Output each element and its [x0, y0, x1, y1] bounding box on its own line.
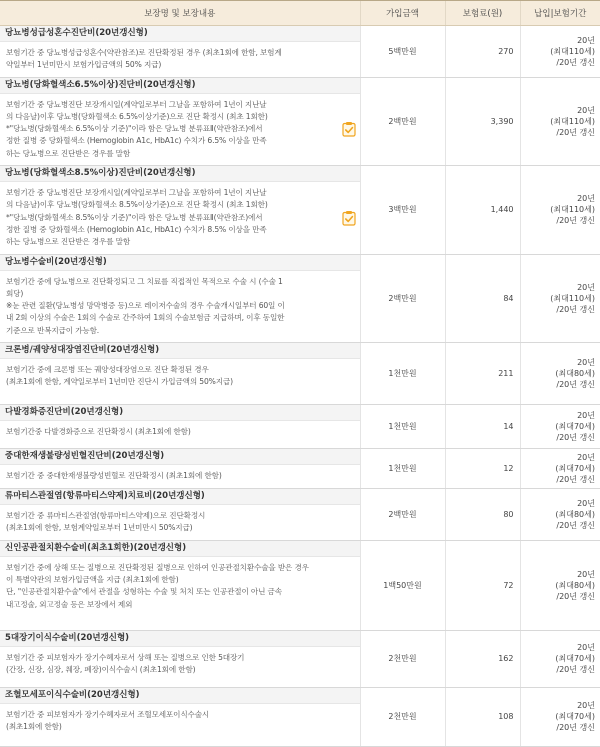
period-line: /20년 갱신	[556, 723, 595, 733]
description-line: 보험기간 중에 당뇨병으로 진단확정되고 그 치료를 직접적인 목적으로 수술 시 (수술 1	[6, 276, 283, 286]
period-line: /20년 갱신	[556, 216, 595, 226]
coverage-description	[0, 94, 360, 165]
description-line: (최초1회에 한함)	[6, 721, 62, 731]
coverage-title: 크론병/궤양성대장염진단비(20년갱신형)	[0, 343, 360, 359]
coverage-title: 당뇨병(당화혈색소6.5%이상)진단비(20년갱신형)	[0, 78, 360, 94]
period-line: (최대80세)	[555, 580, 595, 590]
coverage-title: 당뇨병(당화혈색소8.5%이상)진단비(20년갱신형)	[0, 166, 360, 182]
coverage-premium: 270	[445, 26, 520, 78]
coverage-premium: 108	[445, 687, 520, 746]
table-row	[0, 254, 600, 342]
period-line: /20년 갱신	[556, 433, 595, 443]
description-line: 보험기간 중 당뇨병성급성혼수(약관참조)로 진단확정된 경우 (최초1회에 한함, 보험계	[6, 48, 282, 57]
period-line: /20년 갱신	[556, 665, 595, 675]
coverage-title: 다발경화증진단비(20년갱신형)	[0, 405, 360, 421]
period-line: /20년 갱신	[556, 520, 595, 530]
period-line: (최대110세)	[550, 46, 595, 56]
description-line: 보험기간 중 당뇨병진단 보장개시일(계약일로부터 그날을 포함하여 1년이 지난날	[6, 99, 267, 109]
period-line: (최대110세)	[550, 205, 595, 215]
coverage-description	[0, 647, 360, 682]
description-line: 회당)	[6, 288, 24, 298]
coverage-amount: 2백만원	[360, 77, 445, 165]
coverage-cell	[0, 449, 360, 489]
coverage-cell	[0, 630, 360, 687]
coverage-amount: 3백만원	[360, 166, 445, 254]
table-row	[0, 489, 600, 541]
coverage-description	[0, 359, 360, 394]
description-line: 보험기간 중 당뇨병진단 보장개시일(계약일로부터 그날을 포함하여 1년이 지난날	[6, 188, 267, 198]
description-line: 기준으로 반복지급이 가능함.	[6, 325, 100, 335]
coverage-premium: 1,440	[445, 166, 520, 254]
description-line: (최초1회에 한함, 계약일로부터 1년미만 진단시 가입금액의 50%지급)	[6, 377, 233, 387]
period-line: /20년 갱신	[556, 380, 595, 390]
coverage-cell	[0, 166, 360, 254]
period-line: 20년	[577, 282, 595, 292]
description-line: 내고정술, 외고정술 등은 보장에서 제외	[6, 599, 133, 609]
period-line: (최대110세)	[550, 116, 595, 126]
description-line: (최초1회에 한함, 보험계약일로부터 1년미만시 50%지급)	[6, 523, 193, 533]
table-header	[0, 1, 600, 26]
description-line: 의 다음날)이후 당뇨병(당화혈색소 6.5%이상기준)으로 진단 확정시 (최초 1회한)	[6, 111, 268, 121]
coverage-premium: 3,390	[445, 77, 520, 165]
description-line: 단, "인공관절치환수술"에서 관절을 성형하는 수술 및 처치 또는 인공관절이 아닌 금속	[6, 587, 282, 597]
coverage-period	[520, 540, 600, 630]
table-row	[0, 687, 600, 746]
period-line: (최대80세)	[555, 509, 595, 519]
period-line: (최대80세)	[555, 369, 595, 379]
period-line: /20년 갱신	[556, 591, 595, 601]
coverage-period	[520, 449, 600, 489]
period-line: 20년	[577, 569, 595, 579]
period-line: 20년	[577, 35, 595, 45]
coverage-period	[520, 687, 600, 746]
description-line: 의 다음날)이후 당뇨병(당화혈색소 8.5%이상기준)으로 진단 확정시 (최초 1회한)	[6, 200, 268, 210]
table-row	[0, 449, 600, 489]
coverage-description	[0, 505, 360, 540]
period-line: 20년	[577, 194, 595, 204]
period-line: 20년	[577, 701, 595, 711]
period-line: 20년	[577, 358, 595, 368]
header-coverage: 보장명 및 보장내용	[0, 1, 360, 26]
period-line: 20년	[577, 105, 595, 115]
table-row	[0, 26, 600, 78]
table-row	[0, 540, 600, 630]
coverage-period	[520, 166, 600, 254]
period-line: (최대70세)	[555, 422, 595, 432]
period-line: (최대70세)	[555, 654, 595, 664]
coverage-description	[0, 557, 360, 616]
period-line: 20년	[577, 643, 595, 653]
coverage-cell	[0, 343, 360, 405]
coverage-premium: 14	[445, 405, 520, 449]
coverage-description	[0, 465, 360, 487]
coverage-cell	[0, 540, 360, 630]
description-line: 보험기간 중 피보험자가 장기수혜자로서 조혈모세포이식수술시	[6, 709, 210, 719]
period-line: /20년 갱신	[556, 127, 595, 137]
coverage-period	[520, 254, 600, 342]
description-line: 약일부터 1년미만시 보험가입금액의 50% 지급)	[6, 60, 162, 70]
coverage-amount: 1천만원	[360, 343, 445, 405]
description-line: *"당뇨병(당화혈색소 8.5%이상 기준)"이라 함은 당뇨병 분류표Ⅱ(약관참조)에서	[6, 212, 263, 222]
coverage-description	[0, 271, 360, 342]
coverage-description	[0, 42, 360, 77]
note-check-icon[interactable]	[342, 210, 356, 230]
table-row	[0, 77, 600, 165]
table-row	[0, 166, 600, 254]
coverage-amount: 2백만원	[360, 489, 445, 541]
coverage-cell	[0, 254, 360, 342]
coverage-title: 당뇨병수술비(20년갱신형)	[0, 255, 360, 271]
coverage-cell	[0, 687, 360, 746]
coverage-title: 조혈모세포이식수술비(20년갱신형)	[0, 688, 360, 704]
description-line: 정한 질병 중 당화혈색소 (Hemoglobin A1c, HbA1c) 수치가 8.5% 이상을 만족	[6, 224, 267, 234]
header-period: 납입|보험기간	[520, 1, 600, 26]
coverage-cell	[0, 489, 360, 541]
description-line: 보험기간 중에 크론병 또는 궤양성대장염으로 진단 확정된 경우	[6, 365, 209, 375]
table-row	[0, 405, 600, 449]
description-line: 이 특별약관의 보험가입금액을 지급 (최초1회에 한함)	[6, 574, 179, 584]
description-line: 보험기간중 다발경화증으로 진단확정시 (최초1회에 한함)	[6, 427, 191, 437]
coverage-premium: 211	[445, 343, 520, 405]
header-amount: 가입금액	[360, 1, 445, 26]
description-line: (간장, 신장, 심장, 췌장, 폐장)이식수술시 (최초1회에 한함)	[6, 664, 196, 674]
period-line: 20년	[577, 453, 595, 463]
period-line: 20년	[577, 411, 595, 421]
coverage-amount: 2천만원	[360, 630, 445, 687]
period-line: /20년 갱신	[556, 304, 595, 314]
coverage-description	[0, 704, 360, 739]
header-premium: 보험료(원)	[445, 1, 520, 26]
description-line: 하는 당뇨병으로 진단받은 경우를 말함	[6, 237, 131, 247]
coverage-description	[0, 421, 360, 443]
coverage-period	[520, 489, 600, 541]
coverage-period	[520, 26, 600, 78]
coverage-premium: 162	[445, 630, 520, 687]
description-line: 보험기간 중에 상해 또는 질병으로 진단확정된 질병으로 인하여 인공관절치환수술을 받은 경우	[6, 562, 309, 572]
period-line: (최대70세)	[555, 712, 595, 722]
description-line: 하는 당뇨병으로 진단받은 경우를 말함	[6, 148, 131, 158]
coverage-title: 중대한재생불량성빈혈진단비(20년갱신형)	[0, 449, 360, 465]
coverage-period	[520, 343, 600, 405]
coverage-amount: 5백만원	[360, 26, 445, 78]
description-line: 보험기간 중 중대한재생불량성빈혈로 진단확정시 (최초1회에 한함)	[6, 471, 222, 481]
period-line: /20년 갱신	[556, 57, 595, 67]
coverage-amount: 1천만원	[360, 449, 445, 489]
table-row	[0, 630, 600, 687]
description-line: *"당뇨병(당화혈색소 6.5%이상 기준)"이라 함은 당뇨병 분류표Ⅱ(약관참조)에서	[6, 124, 263, 134]
coverage-title: 신인공관절치환수술비(최초1회한)(20년갱신형)	[0, 541, 360, 557]
description-line: 보험기간 중 류마티스관절염(항류마티스약제)으로 진단확정시	[6, 511, 206, 521]
coverage-premium: 84	[445, 254, 520, 342]
coverage-amount: 2천만원	[360, 687, 445, 746]
coverage-period	[520, 630, 600, 687]
coverage-description	[0, 182, 360, 253]
description-line: ※눈 관련 질환(당뇨병성 망막병증 등)으로 레이저수술의 경우 수술개시일부터 60일 이	[6, 301, 285, 311]
description-line: 보험기간 중 피보험자가 장기수혜자로서 상해 또는 질병으로 인한 5대장기	[6, 652, 245, 662]
coverage-title: 류마티스관절염(항류마티스약제)치료비(20년갱신형)	[0, 489, 360, 505]
coverage-period	[520, 77, 600, 165]
description-line: 내 2회 이상의 수술은 1회의 수술로 간주하여 1회의 수술보험금 지급하며, 이후 동일한	[6, 313, 285, 323]
coverage-premium: 80	[445, 489, 520, 541]
period-line: /20년 갱신	[556, 475, 595, 485]
coverage-period	[520, 405, 600, 449]
period-line: 20년	[577, 498, 595, 508]
coverage-premium: 12	[445, 449, 520, 489]
coverage-cell	[0, 26, 360, 78]
note-check-icon[interactable]	[342, 121, 356, 141]
period-line: (최대70세)	[555, 464, 595, 474]
coverage-title: 5대장기이식수술비(20년갱신형)	[0, 631, 360, 647]
coverage-premium: 72	[445, 540, 520, 630]
coverage-amount: 1백50만원	[360, 540, 445, 630]
description-line: 정한 질병 중 당화혈색소 (Hemoglobin A1c, HbA1c) 수치가 6.5% 이상을 만족	[6, 136, 267, 146]
coverage-amount: 2백만원	[360, 254, 445, 342]
coverage-cell	[0, 77, 360, 165]
coverage-amount: 1천만원	[360, 405, 445, 449]
coverage-cell	[0, 405, 360, 449]
coverage-title: 당뇨병성급성혼수진단비(20년갱신형)	[0, 26, 360, 42]
period-line: (최대110세)	[550, 293, 595, 303]
table-row	[0, 343, 600, 405]
